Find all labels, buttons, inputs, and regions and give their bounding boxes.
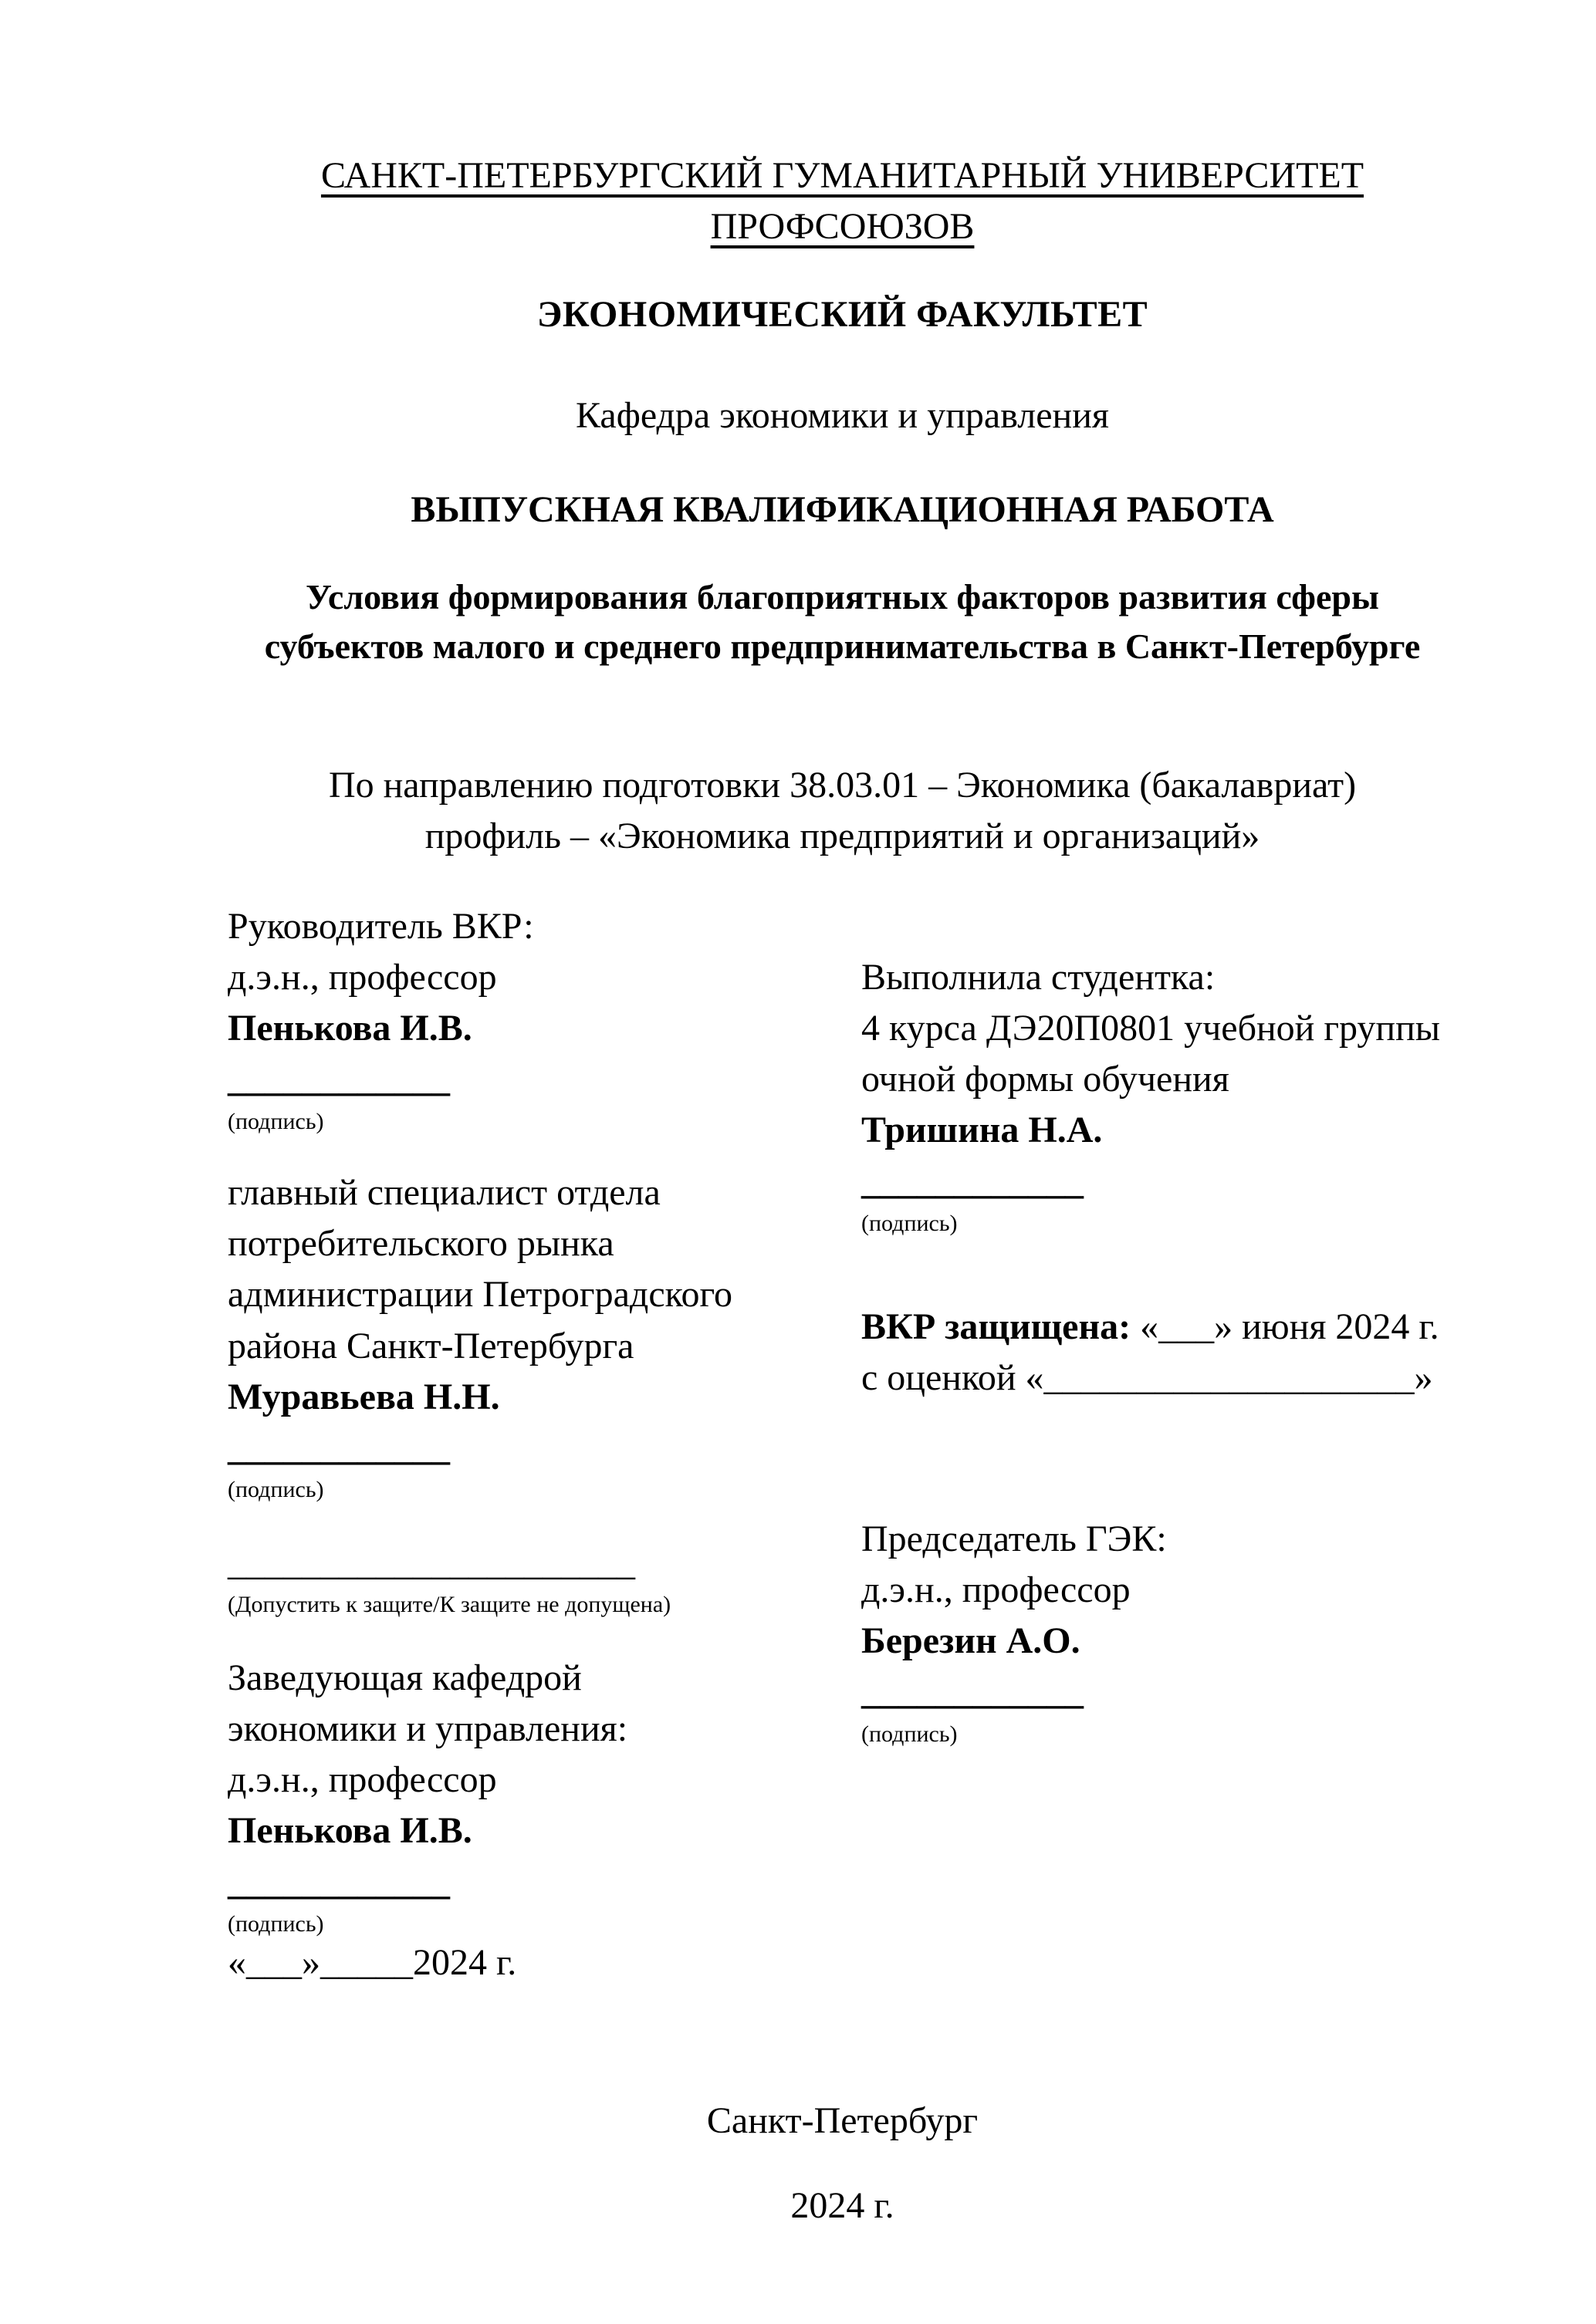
footer-city: Санкт-Петербург [706, 2099, 979, 2141]
supervisor-signature-line: ____________ [228, 1059, 450, 1100]
program-info: По направлению подготовки 38.03.01 – Экономика (бакалавриат) профиль – «Экономика предприятий и организаций» [328, 765, 1357, 857]
university-name: САНКТ-ПЕТЕРБУРГСКИЙ ГУМАНИТАРНЫЙ УНИВЕРСИТЕТ ПРОФСОЮЗОВ [320, 155, 1364, 248]
supervisor-block [228, 901, 760, 1135]
thesis-title: Условия формирования благоприятных факторов развития сферы субъектов малого и среднего предпринимательства в Санкт-Петербурге [264, 577, 1421, 666]
head-date-line: «___»_____2024 г. [228, 1942, 517, 1984]
defense-block [861, 1302, 1457, 1404]
chairman-block [861, 1514, 1457, 1748]
supervisor-name: Пенькова И.В. [228, 1008, 472, 1049]
footer [228, 2096, 1457, 2231]
left-column [228, 901, 760, 1989]
chairman-label: Председатель ГЭК: [861, 1518, 1167, 1559]
specialist-role: главный специалист отдела потребительского рынка администрации Петроградского района Санкт-Петербурга [228, 1172, 733, 1366]
specialist-signature-caption: (подпись) [228, 1477, 324, 1503]
defense-status-date: «___» июня 2024 г. [1131, 1306, 1439, 1348]
chairman-signature-caption: (подпись) [861, 1721, 958, 1747]
student-signature-line: ____________ [861, 1160, 1084, 1202]
footer-year: 2024 г. [790, 2184, 894, 2226]
department-line: Кафедра экономики и управления [576, 394, 1109, 436]
admission-block [228, 1538, 760, 1619]
admission-line: ______________________ [228, 1542, 635, 1583]
signature-columns [228, 901, 1457, 1989]
student-info: 4 курса ДЭ20П0801 учебной группы очной формы обучения [861, 1007, 1441, 1100]
specialist-block [228, 1167, 760, 1504]
student-block [861, 952, 1457, 1238]
student-signature-caption: (подпись) [861, 1210, 958, 1236]
head-signature-line: ____________ [228, 1861, 450, 1903]
supervisor-label: Руководитель ВКР: [228, 905, 534, 947]
head-name: Пенькова И.В. [228, 1810, 472, 1852]
faculty-heading: ЭКОНОМИЧЕСКИЙ ФАКУЛЬТЕТ [536, 294, 1148, 336]
specialist-signature-line: ____________ [228, 1427, 450, 1469]
head-of-department-block [228, 1653, 760, 1989]
chairman-degree: д.э.н., профессор [861, 1569, 1131, 1610]
student-label: Выполнила студентка: [861, 956, 1216, 998]
chairman-name: Березин А.О. [861, 1620, 1080, 1662]
specialist-name: Муравьева Н.Н. [228, 1376, 500, 1417]
student-name: Тришина Н.А. [861, 1110, 1103, 1151]
work-type-heading: ВЫПУСКНАЯ КВАЛИФИКАЦИОННАЯ РАБОТА [411, 488, 1274, 530]
defense-grade-line: с оценкой «____________________» [861, 1357, 1433, 1399]
defense-status-label: ВКР защищена: [861, 1306, 1131, 1348]
head-signature-caption: (подпись) [228, 1910, 324, 1937]
right-column [861, 901, 1457, 1748]
admission-caption: (Допустить к защите/К защите не допущена) [228, 1592, 671, 1618]
supervisor-signature-caption: (подпись) [228, 1108, 324, 1134]
supervisor-degree: д.э.н., профессор [228, 956, 497, 998]
chairman-signature-line: ____________ [861, 1671, 1084, 1713]
head-role: Заведующая кафедрой экономики и управления: д.э.н., профессор [228, 1657, 628, 1801]
defense-status-line [861, 1302, 1457, 1353]
